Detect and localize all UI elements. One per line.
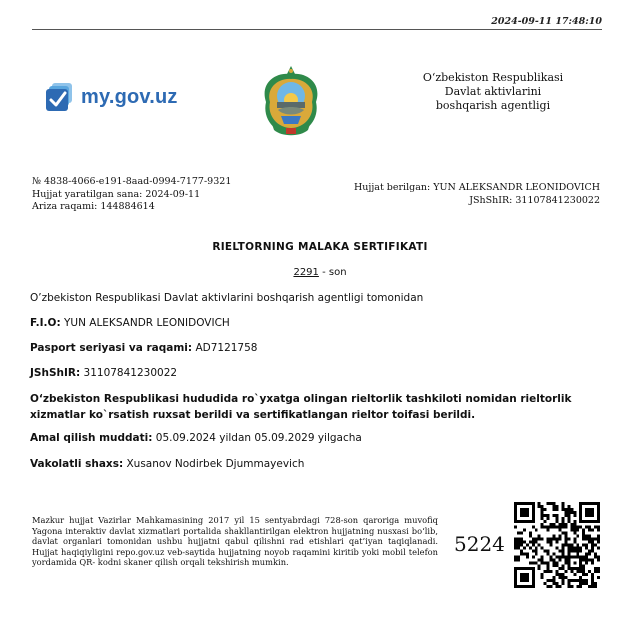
passport-value: AD7121758 bbox=[192, 342, 258, 354]
fio-row bbox=[30, 317, 610, 329]
checkbox-check-icon bbox=[46, 82, 78, 112]
permission-statement: O‘zbekiston Respublikasi hududida ro`yxatga olingan rieltorlik tashkiloti nomidan rieltorlik xizmatlar ko`rsatish ruxsat berildi va sertifikatlangan rieltor toifasi berildi. bbox=[30, 393, 572, 421]
authority-label: Vakolatli shaxs: bbox=[30, 458, 124, 470]
passport-label: Pasport seriyasi va raqami: bbox=[30, 342, 193, 354]
certificate-number-value: 2291 bbox=[293, 267, 319, 278]
document-meta bbox=[32, 176, 231, 214]
print-timestamp: 2024-09-11 17:48:10 bbox=[491, 16, 602, 27]
recipient-pinfl: JShShIR: 31107841230022 bbox=[469, 194, 600, 206]
issuer-line: O’zbekiston Respublikasi Davlat aktivlarini boshqarish agentligi tomonidan bbox=[30, 292, 424, 304]
agency-line: O‘zbekiston Respublikasi bbox=[422, 71, 564, 84]
fio-label: F.I.O: bbox=[30, 317, 61, 329]
page-title: RIELTORNING MALAKA SERTIFIKATI bbox=[212, 241, 428, 253]
application-number: Ariza raqami: 144884614 bbox=[32, 201, 155, 212]
certificate-number-suffix: - son bbox=[318, 267, 347, 278]
fio-value: YUN ALEKSANDR LEONIDOVICH bbox=[60, 317, 230, 329]
agency-line: boshqarish agentligi bbox=[435, 99, 551, 112]
agency-name bbox=[418, 71, 568, 113]
pinfl-value: 31107841230022 bbox=[80, 367, 178, 379]
legal-notice: Mazkur hujjat Vazirlar Mahkamasining 2017 yil 15 sentyabrdagi 728-son qaroriga muvofiq Yagona interaktiv davlat xizmatlari portalida shakllantirilgan elektron hujjatning nusxasi bo‘lib, davlat organlari tomonidan ushbu hujjatni qabul qilishni rad etishlari qat’iyan taqiqlanadi. Hujjat haqiqiyligini repo.gov.uz veb-saytida hujjatning noyob raqamini kiritib yoki mobil telefon yordamida QR- kodni skaner qilish orqali tekshirish mumkin. bbox=[32, 515, 438, 567]
passport-row bbox=[30, 342, 610, 354]
logo-text: my.gov.uz bbox=[81, 85, 178, 108]
authority-value: Xusanov Nodirbek Djummayevich bbox=[123, 458, 305, 470]
validity-row bbox=[30, 432, 610, 444]
authority-row bbox=[30, 458, 610, 470]
certificate-number bbox=[0, 267, 640, 278]
created-date: Hujjat yaratilgan sana: 2024-09-11 bbox=[32, 188, 201, 200]
document-id: № 4838-4066-e191-8aad-0994-7177-9321 bbox=[32, 176, 232, 187]
pinfl-row bbox=[30, 367, 610, 379]
pinfl-label: JShShIR: bbox=[30, 367, 81, 379]
validity-label: Amal qilish muddati: bbox=[30, 432, 153, 444]
validity-value: 05.09.2024 yildan 05.09.2029 yilgacha bbox=[152, 432, 362, 444]
recipient-meta bbox=[354, 182, 600, 207]
agency-line: Davlat aktivlarini bbox=[444, 85, 542, 98]
verification-code: 5224 bbox=[454, 532, 505, 556]
issued-to: Hujjat berilgan: YUN ALEKSANDR LEONIDOVICH bbox=[354, 182, 600, 193]
state-emblem bbox=[256, 62, 326, 142]
header-divider bbox=[32, 29, 602, 30]
mygov-logo[interactable] bbox=[46, 82, 178, 112]
qr-code[interactable] bbox=[514, 502, 600, 588]
